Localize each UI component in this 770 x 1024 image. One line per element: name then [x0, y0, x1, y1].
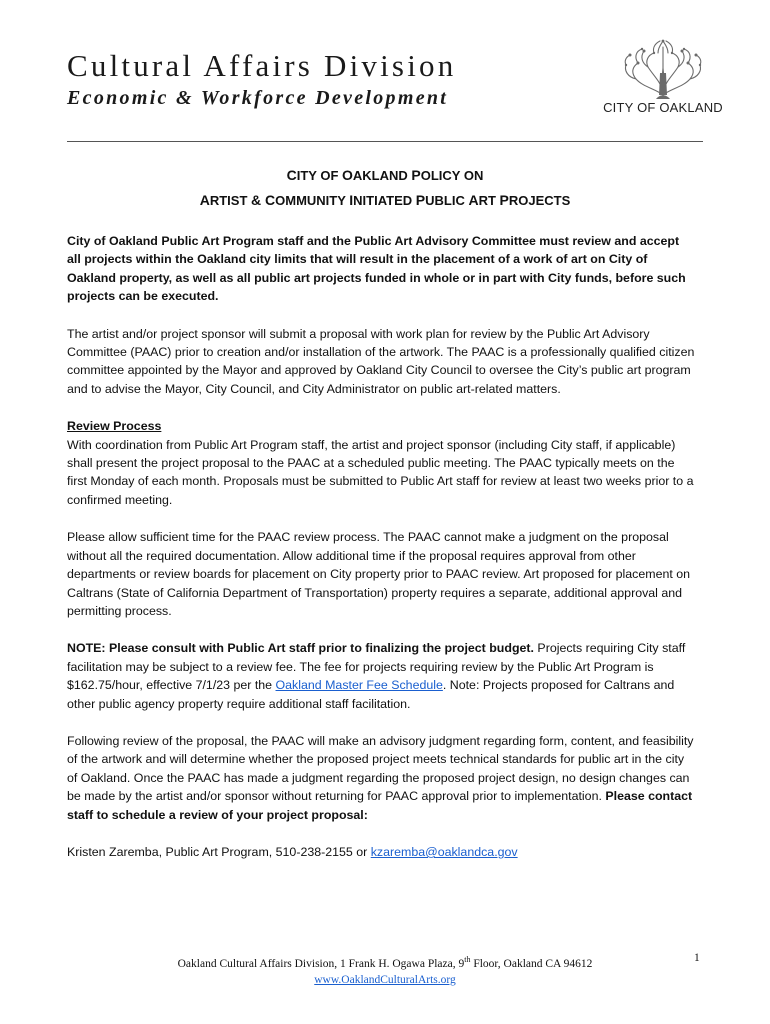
city-logo-text: CITY OF OAKLAND: [603, 100, 723, 115]
contact-line: [67, 843, 695, 861]
review-process-text: With coordination from Public Art Program staff, the artist and project sponsor (including City staff, if applicable) shall present the project proposal to the PAAC at a scheduled public meeting. The PAAC typically meets on the first Monday of each month. Proposals must be submitted to Public Art staff for review at least two weeks prior to a confirmed meeting.: [67, 437, 694, 507]
header-divider: [67, 141, 703, 142]
review-time-paragraph: Please allow sufficient time for the PAAC review process. The PAAC cannot make a judgment on the proposal without all the required documentation. Allow additional time if the proposal requires approval from other departments or review boards for placement on City property prior to PAAC review. Art proposed for placement on Caltrans (State of California Department of Transportation) property requires a separate, additional approval and permitting process.: [67, 530, 691, 618]
website-link[interactable]: www.OaklandCulturalArts.org: [314, 973, 456, 986]
review-process-heading: Review Process: [67, 419, 162, 434]
page-footer: [67, 952, 703, 988]
proposal-paragraph: The artist and/or project sponsor will submit a proposal with work plan for review by the Public Art Advisory Committee (PAAC) prior to creation and/or installation of the artwork. The PAAC is a professionally qualified citizen committee appointed by the Mayor and approved by Oakland City Council to oversee the City’s public art program and to advise the Mayor, City Council, and City Administrator on public art-related matters.: [67, 326, 695, 396]
review-process-section: [67, 417, 695, 509]
master-fee-schedule-link[interactable]: Oakland Master Fee Schedule: [275, 678, 443, 693]
contact-email-link[interactable]: kzaremba@oaklandca.gov: [370, 844, 518, 859]
note-text: Projects requiring City staff facilitation may be subject to a review fee. The fee for projects requiring review by the Public Art Program is $162.75/hour, effective 7/1/23 per the: [67, 641, 686, 693]
page-number: 1: [694, 952, 700, 964]
policy-body: [67, 232, 695, 880]
intro-paragraph: City of Oakland Public Art Program staff and the Public Art Advisory Committee must review and accept all projects within the Oakland city limits that will result in the placement of a work of art on City of Oakland property, as well as all public art projects funded in whole or in part with City funds, before such projects can be executed.: [67, 234, 686, 304]
note-paragraph: [67, 639, 695, 713]
department-subtitle: Economic & Workforce Development: [67, 87, 449, 109]
following-review-paragraph: [67, 732, 695, 824]
contact-text: Kristen Zaremba, Public Art Program, 510-238-2155 or: [67, 844, 371, 859]
note-text-end: . Note: Projects proposed for Caltrans and other public agency property require additional staff facilitation.: [67, 678, 675, 711]
following-review-text: Following review of the proposal, the PAAC will make an advisory judgment regarding form, content, and feasibility of the artwork and will determine whether the proposed project meets technical standards for public art in the city of Oakland. Once the PAAC has made a judgment regarding the proposed project design, no design changes can be made by the artist and/or sponsor without returning for PAAC approval prior to implementation.: [67, 733, 694, 804]
note-bold-text: NOTE: Please consult with Public Art staff prior to finalizing the project budget.: [67, 641, 534, 656]
policy-title-line-1: CITY OF OAKLAND POLICY ON: [286, 167, 484, 183]
policy-title: [67, 163, 703, 213]
footer-address: Oakland Cultural Affairs Division, 1 Frank H. Ogawa Plaza, 9th Floor, Oakland CA 94612: [177, 955, 593, 970]
division-title: Cultural Affairs Division: [67, 48, 457, 83]
policy-title-line-2: ARTIST & COMMUNITY INITIATED PUBLIC ART PROJECTS: [199, 192, 571, 208]
contact-staff-bold-text: Please contact staff to schedule a review of your project proposal:: [67, 789, 693, 822]
